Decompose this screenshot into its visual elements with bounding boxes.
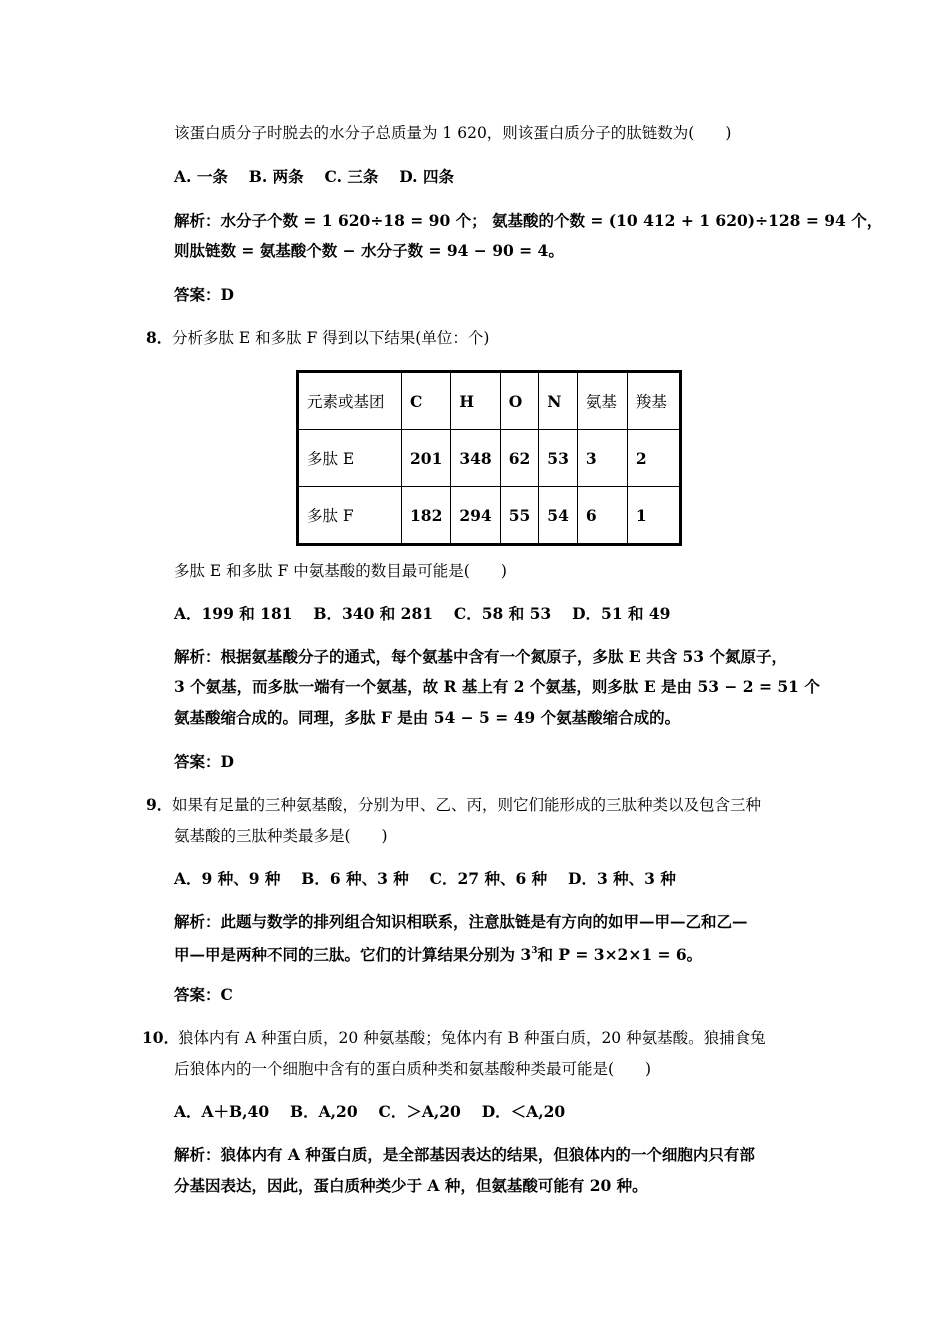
table-cell: 多肽 F [298,487,402,545]
table-cell: 53 [539,430,578,487]
q9-analysis-line-2 [174,941,702,965]
q10-stem-line-1: 狼体内有 A 种蛋白质，20 种氨基酸；兔体内有 B 种蛋白质，20 种氨基酸。狼捕食兔 [178,1029,766,1047]
q10-analysis-line-1: 解析：狼体内有 A 种蛋白质，是全部基因表达的结果，但狼体内的一个细胞内只有部 [174,1145,755,1164]
q9-stem-line-2: 氨基酸的三肽种类最多是( ) [174,827,388,845]
table-cell: 1 [627,487,680,545]
q10-stem-line-2: 后狼体内的一个细胞中含有的蛋白质种类和氨基酸种类最可能是( ) [174,1060,652,1078]
q8-analysis-line-1: 解析：根据氨基酸分子的通式，每个氨基中含有一个氮原子，多肽 E 共含 53 个氮原子， [174,647,787,666]
q10-number: 10． [142,1028,180,1047]
table-cell: 多肽 E [298,430,402,487]
q9-answer: 答案：C [174,985,233,1004]
table-cell: 348 [451,430,500,487]
table-header-row [298,372,681,430]
q9-analysis-line-1: 解析：此题与数学的排列组合知识相联系，注意肽链是有方向的如甲—甲—乙和乙— [174,912,748,931]
q9-stem-line-1: 如果有足量的三种氨基酸，分别为甲、乙、丙，则它们能形成的三肽种类以及包含三种 [172,796,762,814]
q8-analysis-line-2: 3 个氨基，而多肽一端有一个氨基，故 R 基上有 2 个氨基，则多肽 E 是由 53 − 2 = 51 个 [174,677,820,696]
q9-analysis-text-a: 甲—甲是两种不同的三肽。它们的计算结果分别为 3 [174,945,532,964]
q10-analysis-line-2: 分基因表达，因此，蛋白质种类少于 A 种，但氨基酸可能有 20 种。 [174,1176,648,1195]
table-cell: 62 [500,430,539,487]
table-header-cell: O [500,372,539,430]
table-cell: 3 [577,430,627,487]
q8-question: 多肽 E 和多肽 F 中氨基酸的数目最可能是( ) [174,562,507,580]
q7-options: A. 一条 B. 两条 C. 三条 D. 四条 [174,167,454,186]
q7-answer: 答案：D [174,285,234,304]
table-cell: 201 [402,430,451,487]
q8-answer: 答案：D [174,752,234,771]
table-row [298,487,681,545]
q10-options: A．A＋B,40 B．A,20 C．＞A,20 D．＜A,20 [174,1102,566,1121]
table-header-cell: 氨基 [577,372,627,430]
table-header-cell: 元素或基团 [298,372,402,430]
q9-options: A．9 种、9 种 B．6 种、3 种 C．27 种、6 种 D．3 种、3 种 [174,869,676,888]
table-cell: 54 [539,487,578,545]
q8-data-table [296,370,682,546]
q9-analysis-text-b: 和 P = 3×2×1 = 6。 [537,945,703,964]
table-cell: 2 [627,430,680,487]
table-cell: 6 [577,487,627,545]
q9-analysis-superscript: 3 [531,946,538,956]
table-cell: 182 [402,487,451,545]
q7-analysis-line-2: 则肽链数 = 氨基酸个数 − 水分子数 = 94 − 90 = 4。 [174,241,564,260]
table-cell: 55 [500,487,539,545]
q8-stem: 分析多肽 E 和多肽 F 得到以下结果(单位：个) [172,329,490,347]
table-cell: 294 [451,487,500,545]
table-header-cell: H [451,372,500,430]
q7-analysis-line-1: 解析：水分子个数 = 1 620÷18 = 90 个； 氨基酸的个数 = (10 412 + 1 620)÷128 = 94 个， [174,211,883,230]
table-header-cell: 羧基 [627,372,680,430]
table-header-cell: C [402,372,451,430]
q8-number: 8． [146,328,173,347]
q9-number: 9． [146,795,173,814]
table-row [298,430,681,487]
table-header-cell: N [539,372,578,430]
q8-analysis-line-3: 氨基酸缩合成的。同理，多肽 F 是由 54 − 5 = 49 个氨基酸缩合成的。 [174,708,681,727]
q7-stem-tail: 该蛋白质分子时脱去的水分子总质量为 1 620，则该蛋白质分子的肽链数为( ) [174,124,732,142]
q8-options: A．199 和 181 B．340 和 281 C．58 和 53 D．51 和 49 [174,604,671,623]
